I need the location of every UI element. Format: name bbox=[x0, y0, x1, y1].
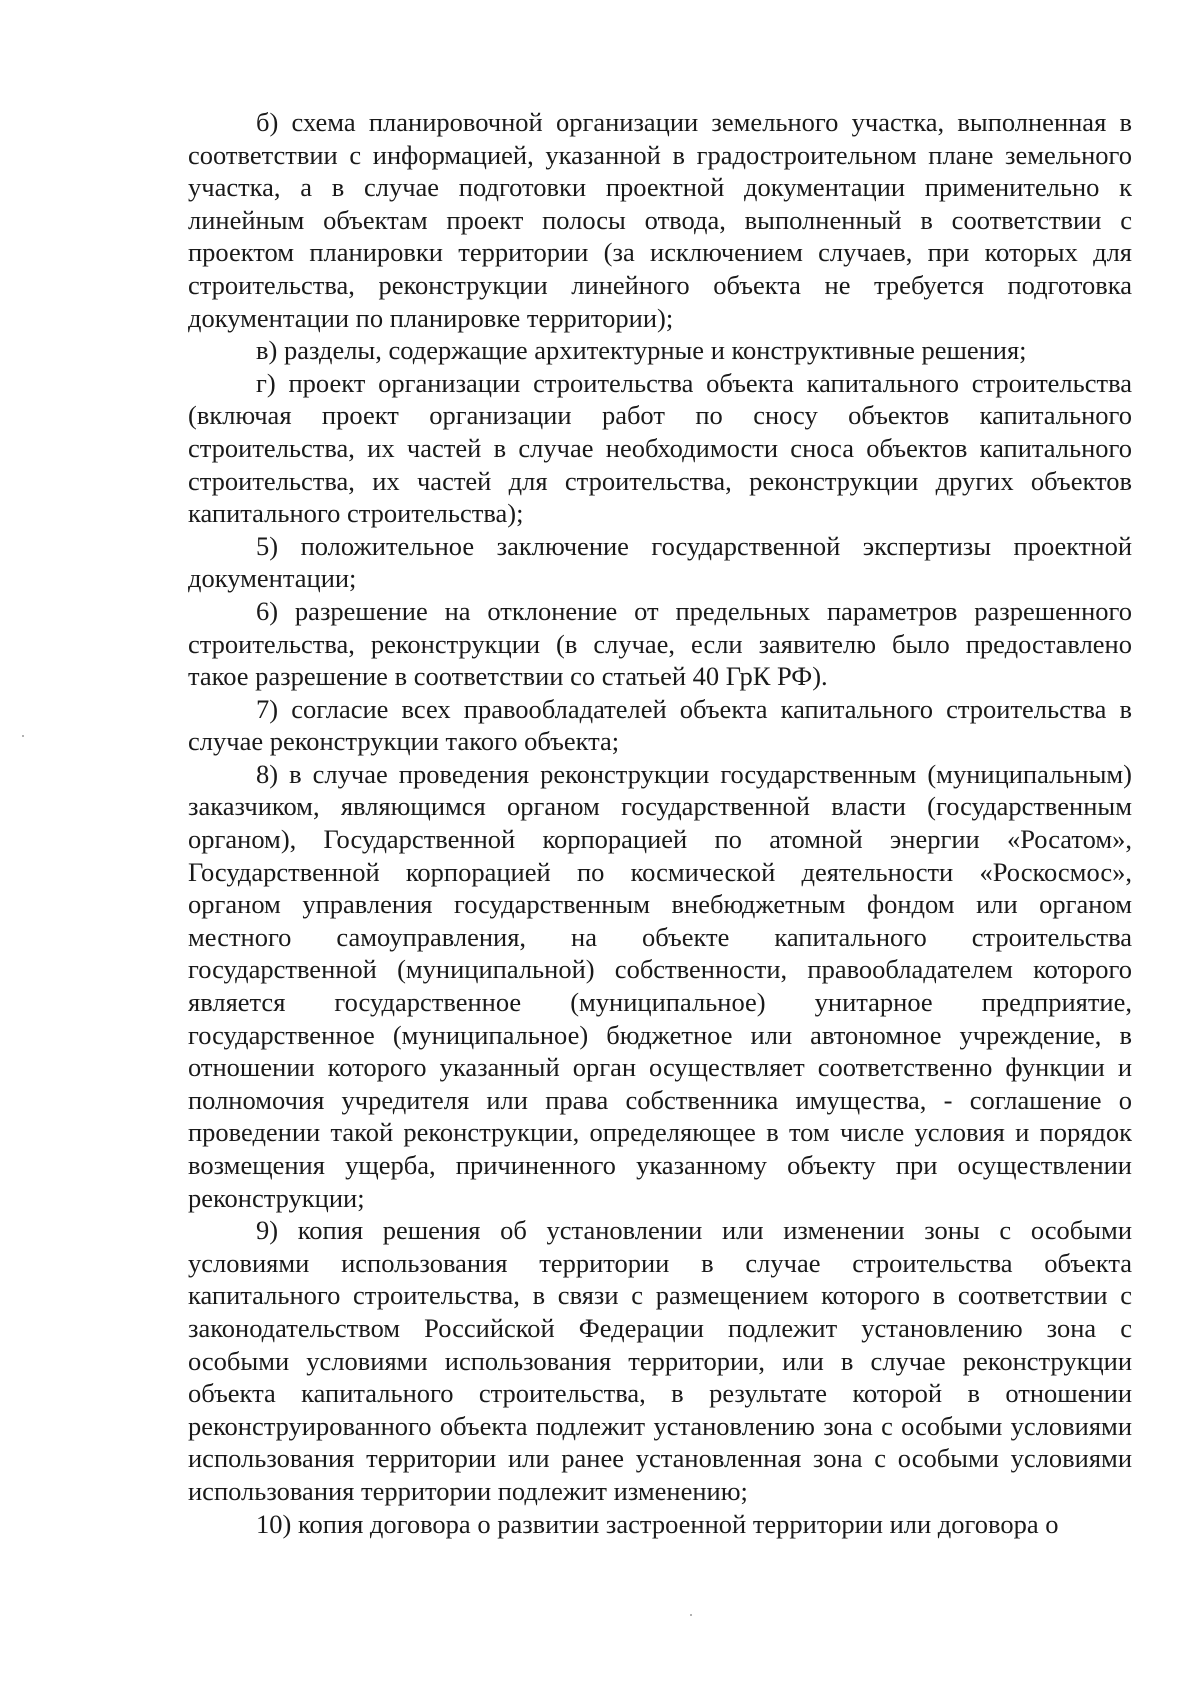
paragraph-5-expertise-conclusion: 5) положительное заключение государственной экспертизы проектной документации; bbox=[188, 530, 1132, 594]
paragraph-8-reconstruction-agreement: 8) в случае проведения реконструкции государственным (муниципальным) заказчиком, являющимся органом государственной власти (государственным органом), Государственной корпорацией по атомной энергии «Росатом», Государственной корпорацией по космической деятельности «Роскосмос», органом управления государственным внебюджетным фондом или органом местного самоуправления, на объекте капитального строительства государственной (муниципальной) собственности, правообладателем которого является государственное (муниципальное) унитарное предприятие, государственное (муниципальное) бюджетное или автономное учреждение, в отношении которого указанный орган осуществляет соответственно функции и полномочия учредителя или права собственника имущества, - соглашение о проведении такой реконструкции, определяющее в том числе условия и порядок возмещения ущерба, причиненного указанному объекту при осуществлении реконструкции; bbox=[188, 758, 1132, 1213]
paragraph-g-construction-project: г) проект организации строительства объекта капитального строительства (включая проект организации работ по сносу объектов капитального строительства, их частей в случае необходимости сноса объектов капитального строительства, их частей для строительства, реконструкции других объектов капитального строительства); bbox=[188, 367, 1132, 529]
scan-speck-left bbox=[22, 735, 24, 737]
paragraph-7-owners-consent: 7) согласие всех правообладателей объекта капитального строительства в случае реконструкции такого объекта; bbox=[188, 693, 1132, 757]
scan-speck-bottom bbox=[690, 1614, 692, 1616]
paragraph-6-deviation-permit: 6) разрешение на отклонение от предельных параметров разрешенного строительства, реконструкции (в случае, если заявителю было предоставлено такое разрешение в соответствии со статьей 40 ГрК РФ). bbox=[188, 595, 1132, 692]
paragraph-9-special-zone-decision: 9) копия решения об установлении или изменении зоны с особыми условиями использования территории в случае строительства объекта капитального строительства, в связи с размещением которого в соответствии с законодательством Российской Федерации подлежит установлению зона с особыми условиями использования территории, или в случае реконструкции объекта капитального строительства, в результате которой в отношении реконструированного объекта подлежит установлению зона с особыми условиями использования территории или ранее установленная зона с особыми условиями использования территории подлежит изменению; bbox=[188, 1215, 1132, 1506]
paragraph-10-development-contract: 10) копия договора о развитии застроенной территории или договора о bbox=[256, 1508, 1059, 1539]
document-body bbox=[188, 106, 1132, 1540]
paragraph-b-site-plan: б) схема планировочной организации земельного участка, выполненная в соответствии с информацией, указанной в градостроительном плане земельного участка, а в случае подготовки проектной документации применительно к линейным объектам проект полосы отвода, выполненный в соответствии с проектом планировки территории (за исключением случаев, при которых для строительства, реконструкции линейного объекта не требуется подготовка документации по планировке территории); bbox=[188, 107, 1132, 333]
paragraph-v-architectural-sections: в) разделы, содержащие архитектурные и конструктивные решения; bbox=[256, 335, 1027, 366]
